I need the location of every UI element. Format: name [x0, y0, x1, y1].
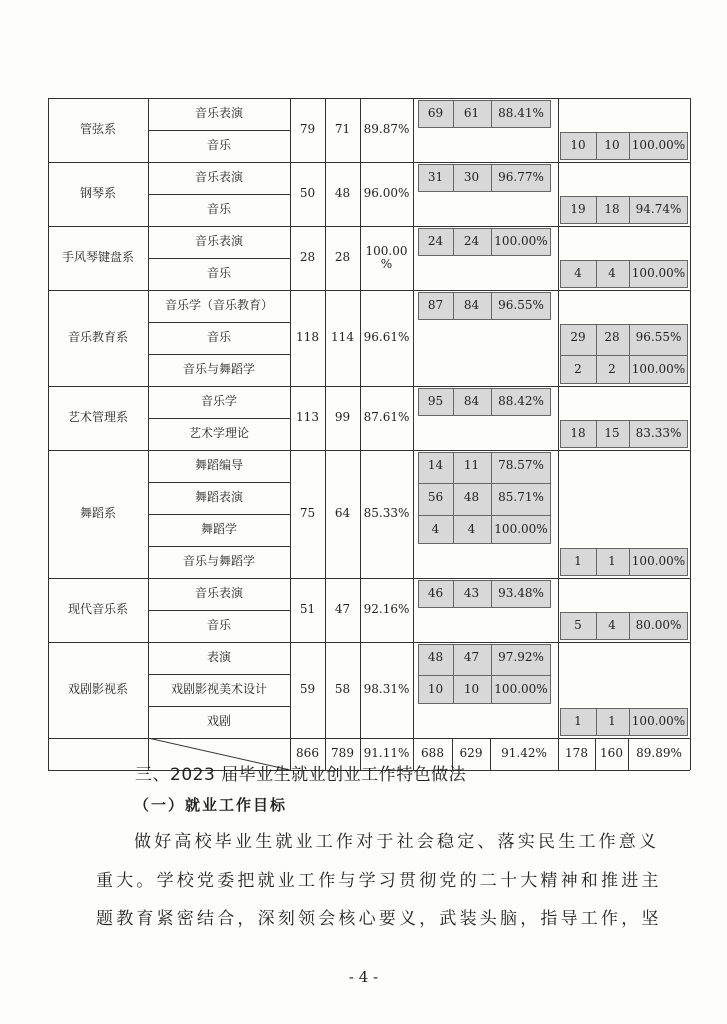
total-graduates-cell: 113 [296, 410, 319, 425]
shaded-value-cell: 97.92% [498, 650, 544, 665]
table-rule [48, 98, 690, 99]
shaded-value-cell: 10 [604, 138, 620, 153]
shaded-value-cell: 4 [431, 522, 440, 537]
table-rule [148, 418, 290, 419]
shaded-value-cell: 10 [427, 682, 444, 697]
table-rule [148, 322, 290, 323]
table-rule [148, 130, 290, 131]
shaded-value-cell: 48 [427, 650, 444, 665]
major-name-cell: 舞蹈表演 [194, 490, 243, 505]
shaded-value-cell: 30 [463, 170, 480, 185]
table-rule [290, 98, 291, 770]
shaded-value-cell: 11 [463, 458, 480, 473]
shaded-value-cell: 88.42% [498, 394, 544, 409]
shaded-value-cell: 14 [427, 458, 444, 473]
totals-cell: 89.89% [636, 746, 682, 761]
shaded-value-cell: 4 [467, 522, 476, 537]
employed-count-cell: 99 [334, 410, 351, 425]
shaded-value-cell: 15 [604, 426, 620, 441]
employment-rate-cell: 87.61% [363, 410, 410, 425]
department-name-cell: 钢琴系 [79, 186, 116, 201]
shaded-value-cell: 29 [570, 330, 586, 345]
table-rule [148, 546, 290, 547]
totals-cell: 866 [296, 746, 319, 761]
employed-count-cell: 48 [334, 186, 351, 201]
total-graduates-cell: 118 [296, 330, 319, 345]
totals-cell: 91.11% [363, 746, 410, 761]
shaded-value-cell: 100.00% [631, 362, 686, 377]
table-rule [148, 674, 290, 675]
department-name-cell: 戏剧影视系 [67, 682, 128, 697]
table-rule [48, 226, 690, 227]
major-name-cell: 戏剧 [206, 714, 231, 729]
major-name-cell: 表演 [206, 650, 231, 665]
shaded-value-cell: 78.57% [498, 458, 544, 473]
shaded-value-cell: 100.00% [631, 714, 686, 729]
shaded-value-cell: 10 [570, 138, 586, 153]
employment-rate-cell: 85.33% [363, 506, 410, 521]
table-rule [628, 738, 629, 770]
totals-cell: 629 [459, 746, 483, 761]
major-name-cell: 舞蹈编导 [194, 458, 243, 473]
major-name-cell: 音乐 [206, 202, 231, 217]
shaded-value-cell: 4 [608, 618, 616, 633]
table-rule [48, 386, 690, 387]
table-rule [490, 738, 491, 770]
shaded-value-cell: 10 [463, 682, 480, 697]
table-rule [148, 98, 149, 770]
department-name-cell: 管弦系 [79, 122, 116, 137]
department-name-cell: 艺术管理系 [67, 410, 128, 425]
total-graduates-cell: 79 [299, 122, 316, 137]
shaded-value-cell: 4 [608, 266, 616, 281]
table-rule [148, 482, 290, 483]
table-rule [48, 162, 690, 163]
major-name-cell: 音乐与舞蹈学 [182, 362, 255, 377]
shaded-value-cell: 88.41% [498, 106, 544, 121]
major-name-cell: 音乐表演 [194, 106, 243, 121]
shaded-value-cell: 69 [427, 106, 444, 121]
shaded-value-cell: 96.55% [635, 330, 682, 345]
shaded-value-cell: 93.48% [498, 586, 544, 601]
total-graduates-cell: 75 [299, 506, 316, 521]
shaded-value-cell: 83.33% [635, 426, 682, 441]
totals-cell: 688 [421, 746, 444, 761]
shaded-value-cell: 43 [463, 586, 480, 601]
table-rule [48, 642, 690, 643]
paragraph-line-1: 做好高校毕业生就业工作对于社会稳定、落实民生工作意义 [134, 832, 660, 852]
employment-rate-cell: 96.61% [363, 330, 410, 345]
major-name-cell: 音乐表演 [194, 170, 243, 185]
major-name-cell: 音乐 [206, 330, 231, 345]
employment-rate-cell: 89.87% [363, 122, 410, 137]
shaded-value-cell: 2 [608, 362, 616, 377]
table-rule [48, 98, 49, 770]
major-name-cell: 音乐表演 [194, 586, 243, 601]
total-graduates-cell: 28 [299, 250, 316, 265]
shaded-value-cell: 46 [427, 586, 444, 601]
shaded-value-cell: 80.00% [635, 618, 682, 633]
employed-count-cell: 64 [334, 506, 351, 521]
page-number: - 4 - [348, 968, 379, 986]
employed-count-cell: 71 [334, 122, 351, 137]
table-rule [148, 258, 290, 259]
table-rule [325, 98, 326, 770]
shaded-value-cell: 28 [604, 330, 620, 345]
major-name-cell: 音乐 [206, 618, 231, 633]
shaded-value-cell: 2 [574, 362, 582, 377]
shaded-value-cell: 96.77% [498, 170, 544, 185]
shaded-value-cell: 100.00% [631, 554, 686, 569]
shaded-value-cell: 96.55% [498, 298, 544, 313]
shaded-value-cell: 47 [463, 650, 480, 665]
totals-cell: 178 [565, 746, 588, 761]
shaded-value-cell: 31 [427, 170, 444, 185]
shaded-value-cell: 24 [463, 234, 480, 249]
department-name-cell: 音乐教育系 [67, 330, 128, 345]
shaded-value-cell: 100.00% [631, 138, 686, 153]
employment-rate-cell: 92.16% [363, 602, 410, 617]
major-name-cell: 舞蹈学 [200, 522, 237, 537]
shaded-value-cell: 1 [608, 714, 616, 729]
table-rule [148, 194, 290, 195]
shaded-value-cell: 19 [570, 202, 586, 217]
shaded-value-cell: 5 [574, 618, 582, 633]
shaded-value-cell: 87 [427, 298, 444, 313]
department-name-cell: 舞蹈系 [79, 506, 116, 521]
table-rule [148, 354, 290, 355]
shaded-value-cell: 4 [574, 266, 582, 281]
table-rule [413, 98, 414, 770]
totals-cell: 91.42% [501, 746, 547, 761]
major-name-cell: 音乐学（音乐教育） [164, 298, 273, 313]
shaded-value-cell: 84 [463, 298, 480, 313]
totals-cell: 789 [331, 746, 354, 761]
employed-count-cell: 28 [334, 250, 351, 265]
paragraph-line-3: 题教育紧密结合，深刻领会核心要义，武装头脑，指导工作，坚 [96, 909, 662, 929]
table-rule [558, 98, 559, 770]
table-rule [690, 98, 691, 770]
table-rule [148, 514, 290, 515]
shaded-value-cell: 24 [427, 234, 444, 249]
shaded-value-cell: 100.00% [494, 234, 548, 249]
employment-rate-cell: 96.00% [363, 186, 410, 201]
major-name-cell: 音乐表演 [194, 234, 243, 249]
paragraph-line-2: 重大。学校党委把就业工作与学习贯彻党的二十大精神和推进主 [96, 871, 662, 891]
shaded-value-cell: 95 [427, 394, 444, 409]
shaded-value-cell: 1 [574, 554, 582, 569]
employed-count-cell: 114 [331, 330, 354, 345]
shaded-value-cell: 18 [570, 426, 586, 441]
employment-rate-cell: 100.00 % [365, 243, 408, 271]
shaded-value-cell: 48 [463, 490, 480, 505]
department-name-cell: 手风琴键盘系 [61, 250, 134, 265]
table-rule [595, 738, 596, 770]
major-name-cell: 音乐学 [200, 394, 237, 409]
shaded-value-cell: 56 [427, 490, 444, 505]
shaded-value-cell: 84 [463, 394, 480, 409]
section-heading: 三、2023 届毕业生就业创业工作特色做法 [135, 765, 467, 785]
totals-cell: 160 [600, 746, 623, 761]
total-graduates-cell: 51 [299, 602, 316, 617]
table-rule [148, 610, 290, 611]
employed-count-cell: 58 [334, 682, 351, 697]
table-rule [148, 706, 290, 707]
table-rule [48, 578, 690, 579]
shaded-value-cell: 61 [463, 106, 480, 121]
major-name-cell: 音乐 [206, 138, 231, 153]
total-graduates-cell: 50 [299, 186, 316, 201]
major-name-cell: 音乐与舞蹈学 [182, 554, 255, 569]
shaded-value-cell: 18 [604, 202, 620, 217]
shaded-value-cell: 100.00% [631, 266, 686, 281]
subsection-heading: （一）就业工作目标 [134, 796, 288, 814]
table-rule [48, 738, 690, 739]
total-graduates-cell: 59 [299, 682, 316, 697]
major-name-cell: 戏剧影视美术设计 [170, 682, 267, 697]
shaded-value-cell: 1 [608, 554, 616, 569]
shaded-value-cell: 1 [574, 714, 582, 729]
employment-rate-cell: 98.31% [363, 682, 410, 697]
major-name-cell: 音乐 [206, 266, 231, 281]
table-rule [48, 290, 690, 291]
major-name-cell: 艺术学理论 [188, 426, 249, 441]
shaded-value-cell: 94.74% [635, 202, 682, 217]
shaded-value-cell: 100.00% [494, 682, 548, 697]
employed-count-cell: 47 [334, 602, 351, 617]
table-rule [48, 450, 690, 451]
table-rule [360, 98, 361, 770]
shaded-value-cell: 100.00% [494, 522, 548, 537]
department-name-cell: 现代音乐系 [67, 602, 128, 617]
shaded-value-cell: 85.71% [498, 490, 544, 505]
